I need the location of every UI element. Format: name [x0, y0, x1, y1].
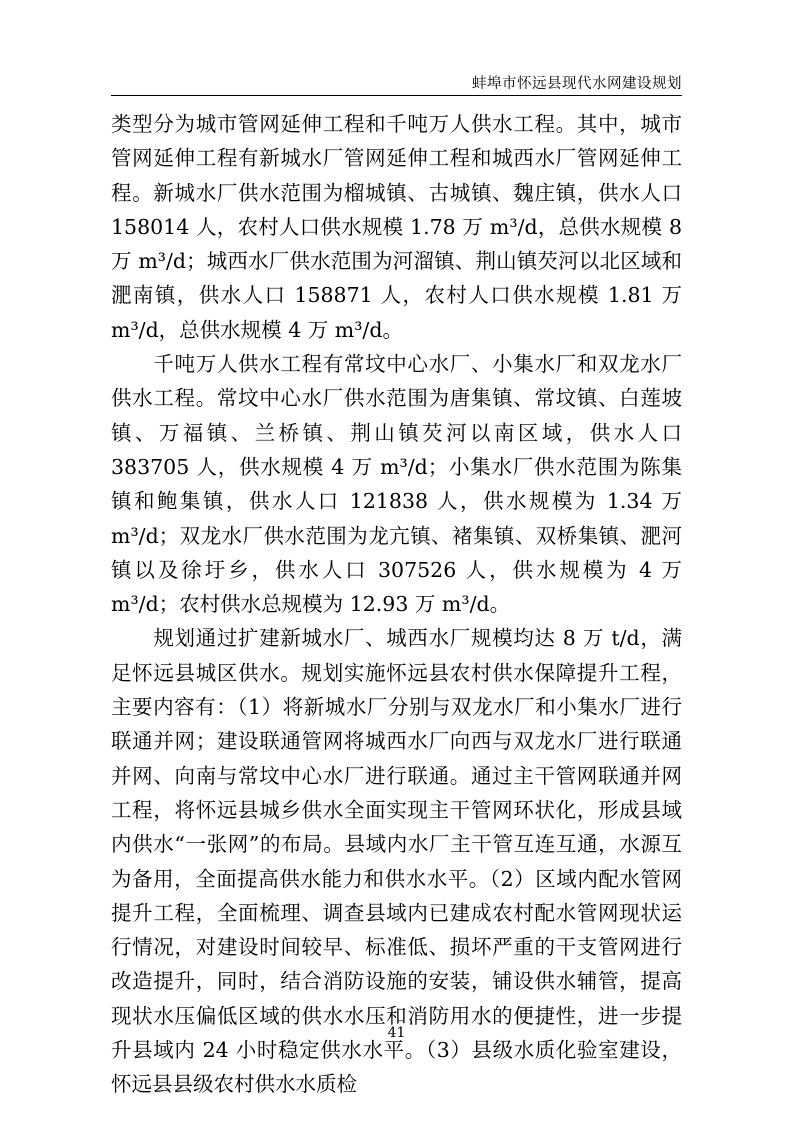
paragraph-2: 千吨万人供水工程有常坟中心水厂、小集水厂和双龙水厂供水工程。常坟中心水厂供水范围为唐集镇、常坟镇、白莲坡镇、万福镇、兰桥镇、荆山镇芡河以南区域，供水人口 383705 人，供水规模 4 万 m³/d；小集水厂供水范围为陈集镇和鲍集镇，供水人口 121838 人，供水规模为 1.34 万 m³/d；双龙水厂供水范围为龙亢镇、褚集镇、双桥集镇、淝河镇以及徐圩乡，供水人口 307526 人，供水规模为 4 万 m³/d；农村供水总规模为 12.93 万 m³/d。	[111, 352, 689, 617]
page-number: 41	[387, 1025, 406, 1041]
running-header: 蚌埠市怀远县现代水网建设规划	[472, 76, 682, 92]
paragraph-1: 类型分为城市管网延伸工程和千吨万人供水工程。其中，城市管网延伸工程有新城水厂管网延伸工程和城西水厂管网延伸工程。新城水厂供水范围为榴城镇、古城镇、魏庄镇，供水人口 158014 人，农村人口供水规模 1.78 万 m³/d，总供水规模 8 万 m³/d；城西水厂供水范围为河溜镇、荆山镇芡河以北区域和淝南镇，供水人口 158871 人，农村人口供水规模 1.81 万 m³/d，总供水规模 4 万 m³/d。	[111, 112, 689, 342]
header-rule	[111, 95, 682, 96]
paragraph-3: 规划通过扩建新城水厂、城西水厂规模均达 8 万 t/d，满足怀远县城区供水。规划实施怀远县农村供水保障提升工程，主要内容有：（1）将新城水厂分别与双龙水厂和小集水厂进行联通并网；建设联通管网将城西水厂向西与双龙水厂进行联通并网、向南与常坟中心水厂进行联通。通过主干管网联通并网工程，将怀远县城乡供水全面实现主干管网环状化，形成县域内供水“一张网”的布局。县域内水厂主干管互连互通，水源互为备用，全面提高供水能力和供水水平。（2）区域内配水管网提升工程，全面梳理、调查县域内已建成农村配水管网现状运行情况，对建设时间较早、标准低、损坏严重的干支管网进行改造提升，同时，结合消防设施的安装，铺设供水辅管，提高现状水压偏低区域的供水水压和消防用水的便捷性，进一步提升县域内 24 小时稳定供水水平。（3）县级水质化验室建设，怀远县县级农村供水水质检	[111, 626, 682, 1097]
body-text	[111, 107, 689, 1102]
